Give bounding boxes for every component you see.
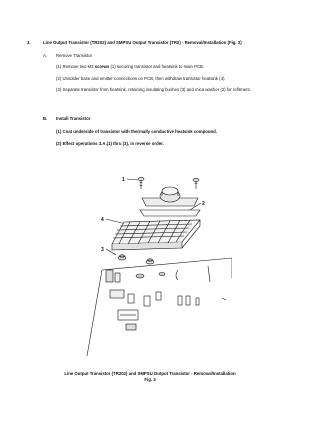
item-text: Effect operations 3.A.(1) thru (3), in reverse order. — [62, 141, 164, 146]
step-b-title: Install Transistor — [56, 116, 91, 121]
item-text-bold: screws — [94, 64, 110, 69]
figure-label: Fig. 3 — [144, 377, 156, 382]
item-text: Separate transistor from heatsink, retaining insulating bushes (3) and mica washer (2) for refitment. — [62, 87, 251, 92]
insulating-bush-icon — [146, 259, 154, 264]
item-text: Coat underside of transistor with thermally conductive heatsink compound. — [62, 129, 217, 134]
step-a-item-2 — [56, 76, 226, 81]
callout-3: 3 — [101, 247, 104, 253]
step-b-item-1 — [56, 129, 217, 134]
item-text: Unsolder base and emitter connections on PCB, then withdraw transistor heatsink (4). — [62, 76, 226, 81]
leader-line-1 — [127, 179, 138, 180]
mica-washer-icon — [140, 210, 200, 216]
step-b-letter: B. — [43, 116, 48, 121]
step-a-title: Remove Transistor — [56, 53, 93, 58]
callout-2: 2 — [202, 201, 205, 207]
step-a-item-1 — [56, 64, 204, 69]
section-title: Line Output Transistor (TR202) and SMPSU Output Transistor (TR2) - Removal/Installation (Fig. 3) — [43, 40, 242, 45]
item-number: (3) — [56, 87, 62, 92]
step-b-item-2 — [56, 141, 164, 146]
insulating-bush-icon — [118, 255, 126, 260]
transistor-icon — [142, 187, 198, 206]
item-number: (2) — [56, 141, 62, 146]
item-number: (1) — [56, 129, 62, 134]
screw-icon — [138, 177, 144, 189]
main-pcb — [87, 258, 232, 356]
item-number: (1) — [56, 64, 62, 69]
step-a-letter: A. — [43, 53, 48, 58]
section-number: 3. — [27, 40, 31, 45]
item-text-start: Remove two M3 — [62, 64, 95, 69]
callout-1: 1 — [122, 177, 125, 183]
step-a-item-3 — [56, 87, 251, 92]
exploded-view-illustration — [82, 158, 232, 358]
figure-caption: Line Output Transistor (TR202) and SMPSU Output Transistor - Removal/Installation — [64, 371, 236, 376]
callout-4: 4 — [101, 217, 104, 223]
screw-icon — [193, 178, 199, 189]
item-text-end: (1) securing transistor and heatsink to main PCB. — [109, 64, 205, 69]
item-number: (2) — [56, 76, 62, 81]
heatsink-icon — [112, 220, 200, 250]
